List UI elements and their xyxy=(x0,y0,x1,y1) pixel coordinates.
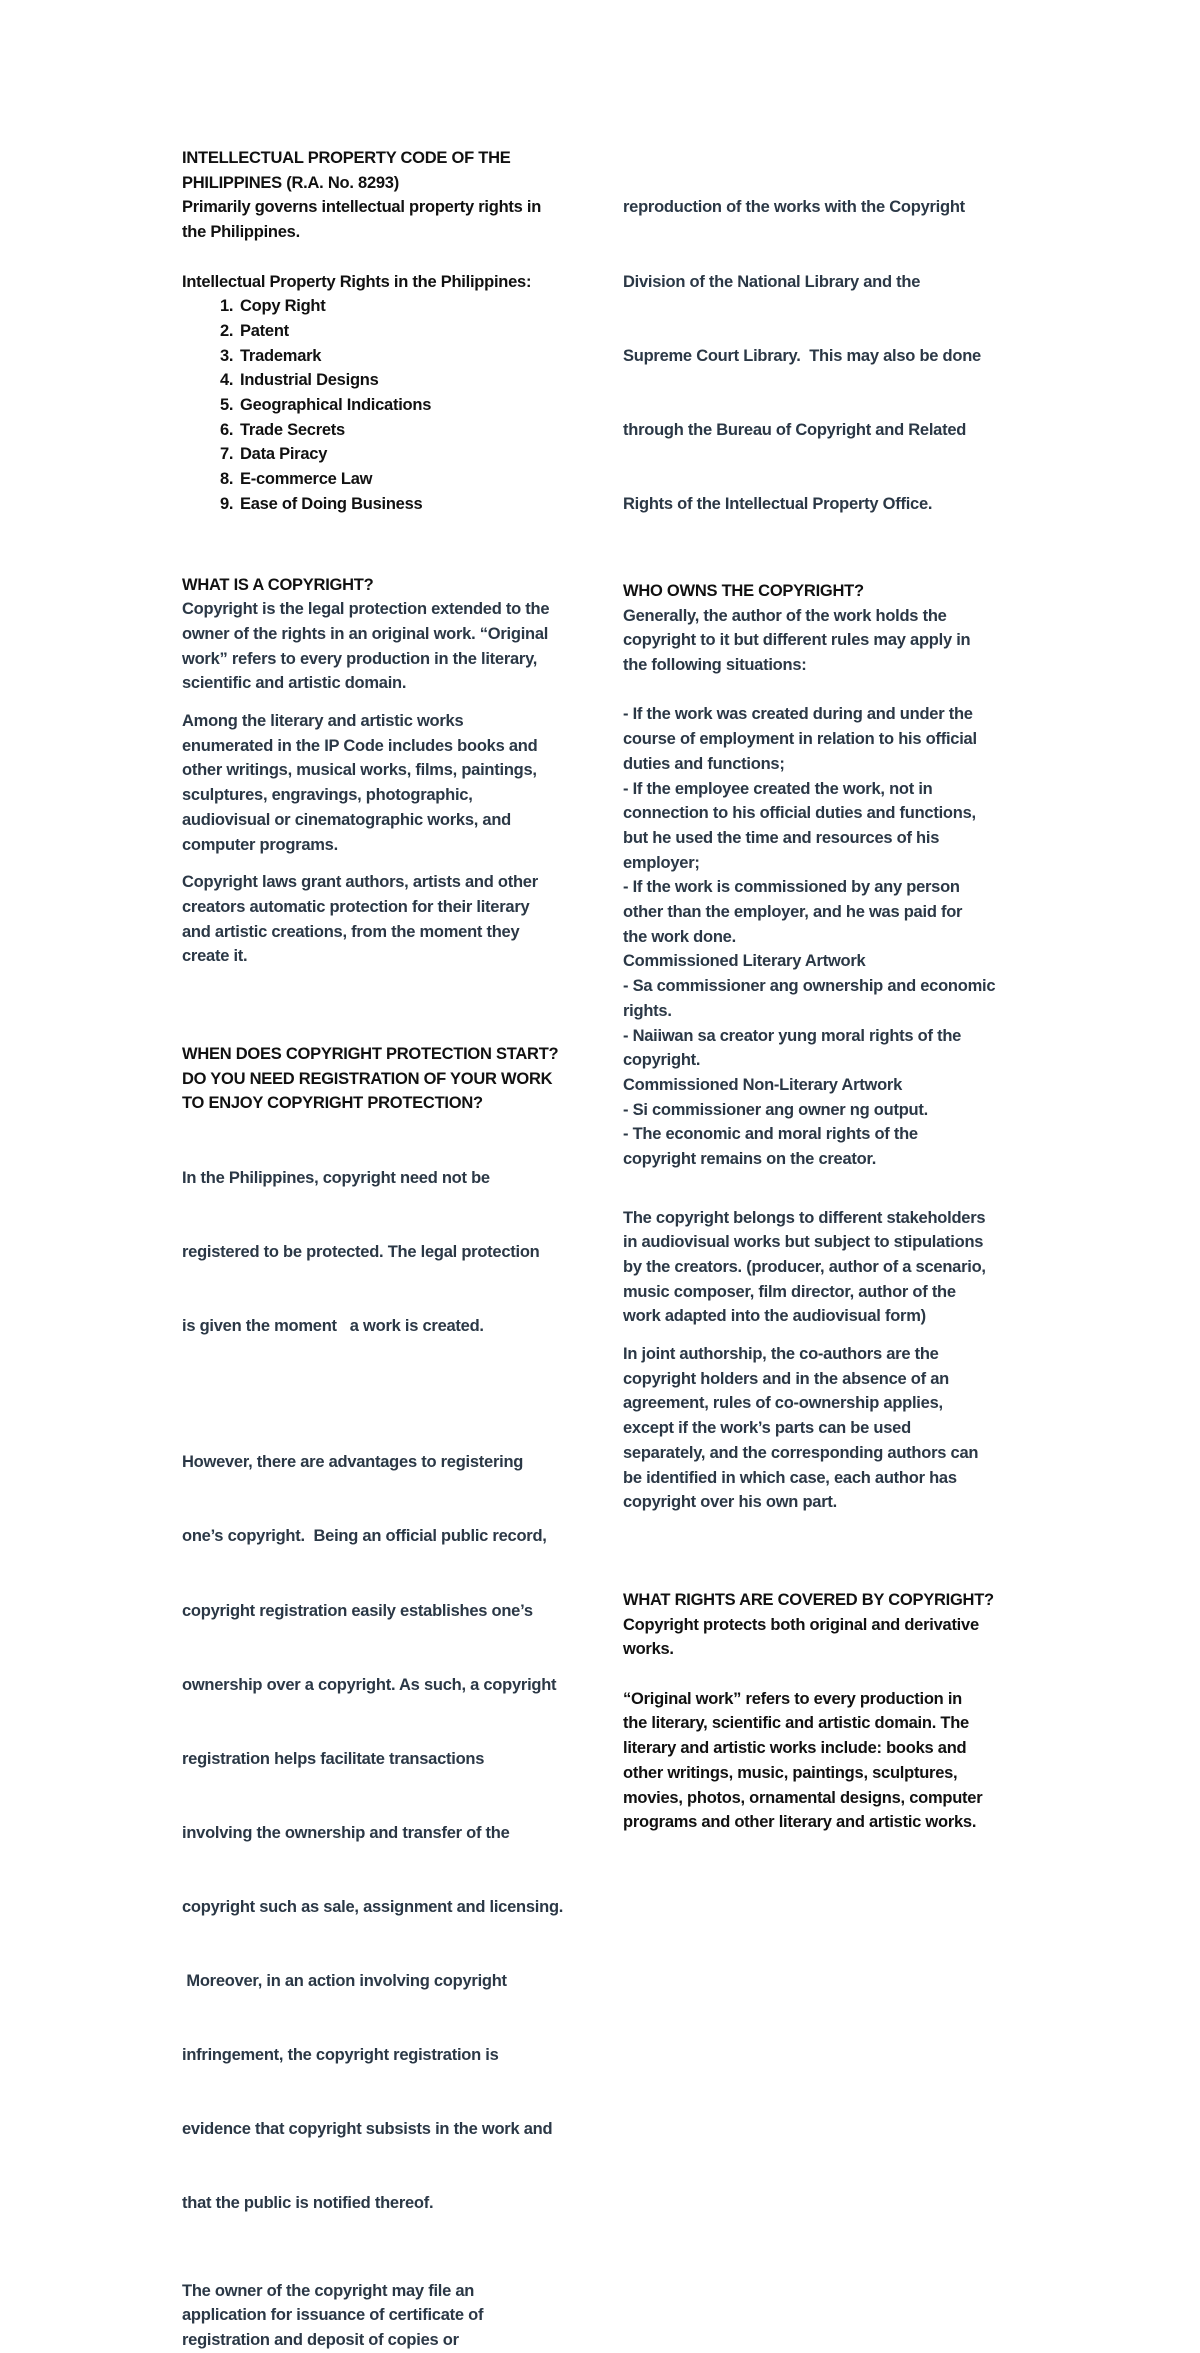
paragraph-copyright-laws: Copyright laws grant authors, artists and other creators automatic protection for their literary and artistic creations, from the moment they create it. xyxy=(182,873,538,966)
rights-list-item: 4. Industrial Designs xyxy=(220,371,379,390)
paragraph-registration-advantages: However, there are advantages to registering one’s copyright. Being an official public record, copyright registration easily establishes one’s ownership over a copyright. As such, a copyright registration helps facilitate transactions involving the ownership and transfer of the copyright such as sale, assignment and licensing. Moreover, in an action involving copyright infringement, the copyright registration is evidence that copyright subsists in the work and that the public is notified thereof. xyxy=(182,1453,564,2213)
subtitle-line: the Philippines. xyxy=(182,223,300,242)
document-subtitle xyxy=(182,195,582,244)
section-heading-when-protection-starts: WHEN DOES COPYRIGHT PROTECTION START? DO YOU NEED REGISTRATION OF YOUR WORK TO ENJOY COPYRIGHT PROTECTION? xyxy=(182,1045,559,1113)
rights-list-item: 1. Copy Right xyxy=(220,297,326,316)
subheading-commissioned-literary: Commissioned Literary Artwork xyxy=(623,952,866,971)
paragraph-ownership-situations: - If the work was created during and under the course of employment in relation to his official duties and functions; - If the employee created the work, not in connection to his official duties and functions, but he used the time and resources of his employer; - If the work is commissioned by any person other than the employer, and he was paid for the work done. xyxy=(623,705,977,946)
rights-list-item: 2. Patent xyxy=(220,321,289,340)
paragraph-rights-covered: Copyright protects both original and derivative works. xyxy=(623,1615,979,1659)
rights-heading: Intellectual Property Rights in the Philippines: xyxy=(182,272,532,291)
rights-list-item: 9. Ease of Doing Business xyxy=(220,494,423,513)
rights-list-item: 7. Data Piracy xyxy=(220,445,328,464)
rights-list-item: 5. Geographical Indications xyxy=(220,396,432,415)
paragraph-commissioned-non-literary: - Si commissioner ang owner ng output. - The economic and moral rights of the copyright remains on the creator. xyxy=(623,1100,928,1169)
title-line: INTELLECTUAL PROPERTY CODE OF THE xyxy=(182,149,511,167)
paragraph-original-work: “Original work” refers to every production in the literary, scientific and artistic domain. The literary and artistic works include: books and other writings, music, paintings, sculptures, movies, photos, ornamental designs, computer programs and other literary and artistic works. xyxy=(623,1689,983,1832)
paragraph-who-owns: Generally, the author of the work holds the copyright to it but different rules may apply in the following situations: xyxy=(623,606,971,675)
paragraph-joint-authorship: In joint authorship, the co-authors are the copyright holders and in the absence of an agreement, rules of co-ownership applies, except if the work’s parts can be used separately, and the corresponding authors can be identified in which case, each author has copyright over his own part. xyxy=(623,1345,979,1512)
rights-list-item: 3. Trademark xyxy=(220,346,322,365)
paragraph-literary-works: Among the literary and artistic works enumerated in the IP Code includes books and other writings, musical works, films, paintings, sculptures, engravings, photographic, audiovisual or cinematographic works, and computer programs. xyxy=(182,712,538,854)
section-heading-rights-covered: WHAT RIGHTS ARE COVERED BY COPYRIGHT? xyxy=(623,1590,994,1609)
paragraph-registration-not-needed: In the Philippines, copyright need not be registered to be protected. The legal protection is given the moment a work is created. xyxy=(182,1168,540,1335)
section-heading-what-is-copyright: WHAT IS A COPYRIGHT? xyxy=(182,575,374,594)
section-heading-who-owns: WHO OWNS THE COPYRIGHT? xyxy=(623,581,864,600)
document-title xyxy=(182,146,582,195)
rights-list xyxy=(182,294,582,516)
rights-list-item: 8. E-commerce Law xyxy=(220,470,373,489)
subheading-commissioned-non-literary: Commissioned Non-Literary Artwork xyxy=(623,1076,903,1094)
right-column xyxy=(623,146,1023,1835)
subtitle-line: Primarily governs intellectual property rights in xyxy=(182,198,542,217)
paragraph-deposit-continued: reproduction of the works with the Copyright Division of the National Library and the Supreme Court Library. This may also be done through the Bureau of Copyright and Related Rights of the Intellectual Property Office. xyxy=(623,198,981,513)
rights-list-item: 6. Trade Secrets xyxy=(220,420,345,439)
paragraph-owner-application: The owner of the copyright may file an application for issuance of certificate of registration and deposit of copies or xyxy=(182,2281,484,2349)
title-line: PHILIPPINES (R.A. No. 8293) xyxy=(182,173,399,192)
paragraph-commissioned-literary: - Sa commissioner ang ownership and economic rights. - Naiiwan sa creator yung moral rights of the copyright. xyxy=(623,977,996,1070)
paragraph-audiovisual-works: The copyright belongs to different stakeholders in audiovisual works but subject to stipulations by the creators. (producer, author of a scenario, music composer, film director, author of the work adapted into the audiovisual form) xyxy=(623,1208,986,1326)
left-column xyxy=(182,146,582,2353)
paragraph-what-is-copyright: Copyright is the legal protection extended to the owner of the rights in an original work. “Original work” refers to every production in the literary, scientific and artistic domain. xyxy=(182,600,550,693)
